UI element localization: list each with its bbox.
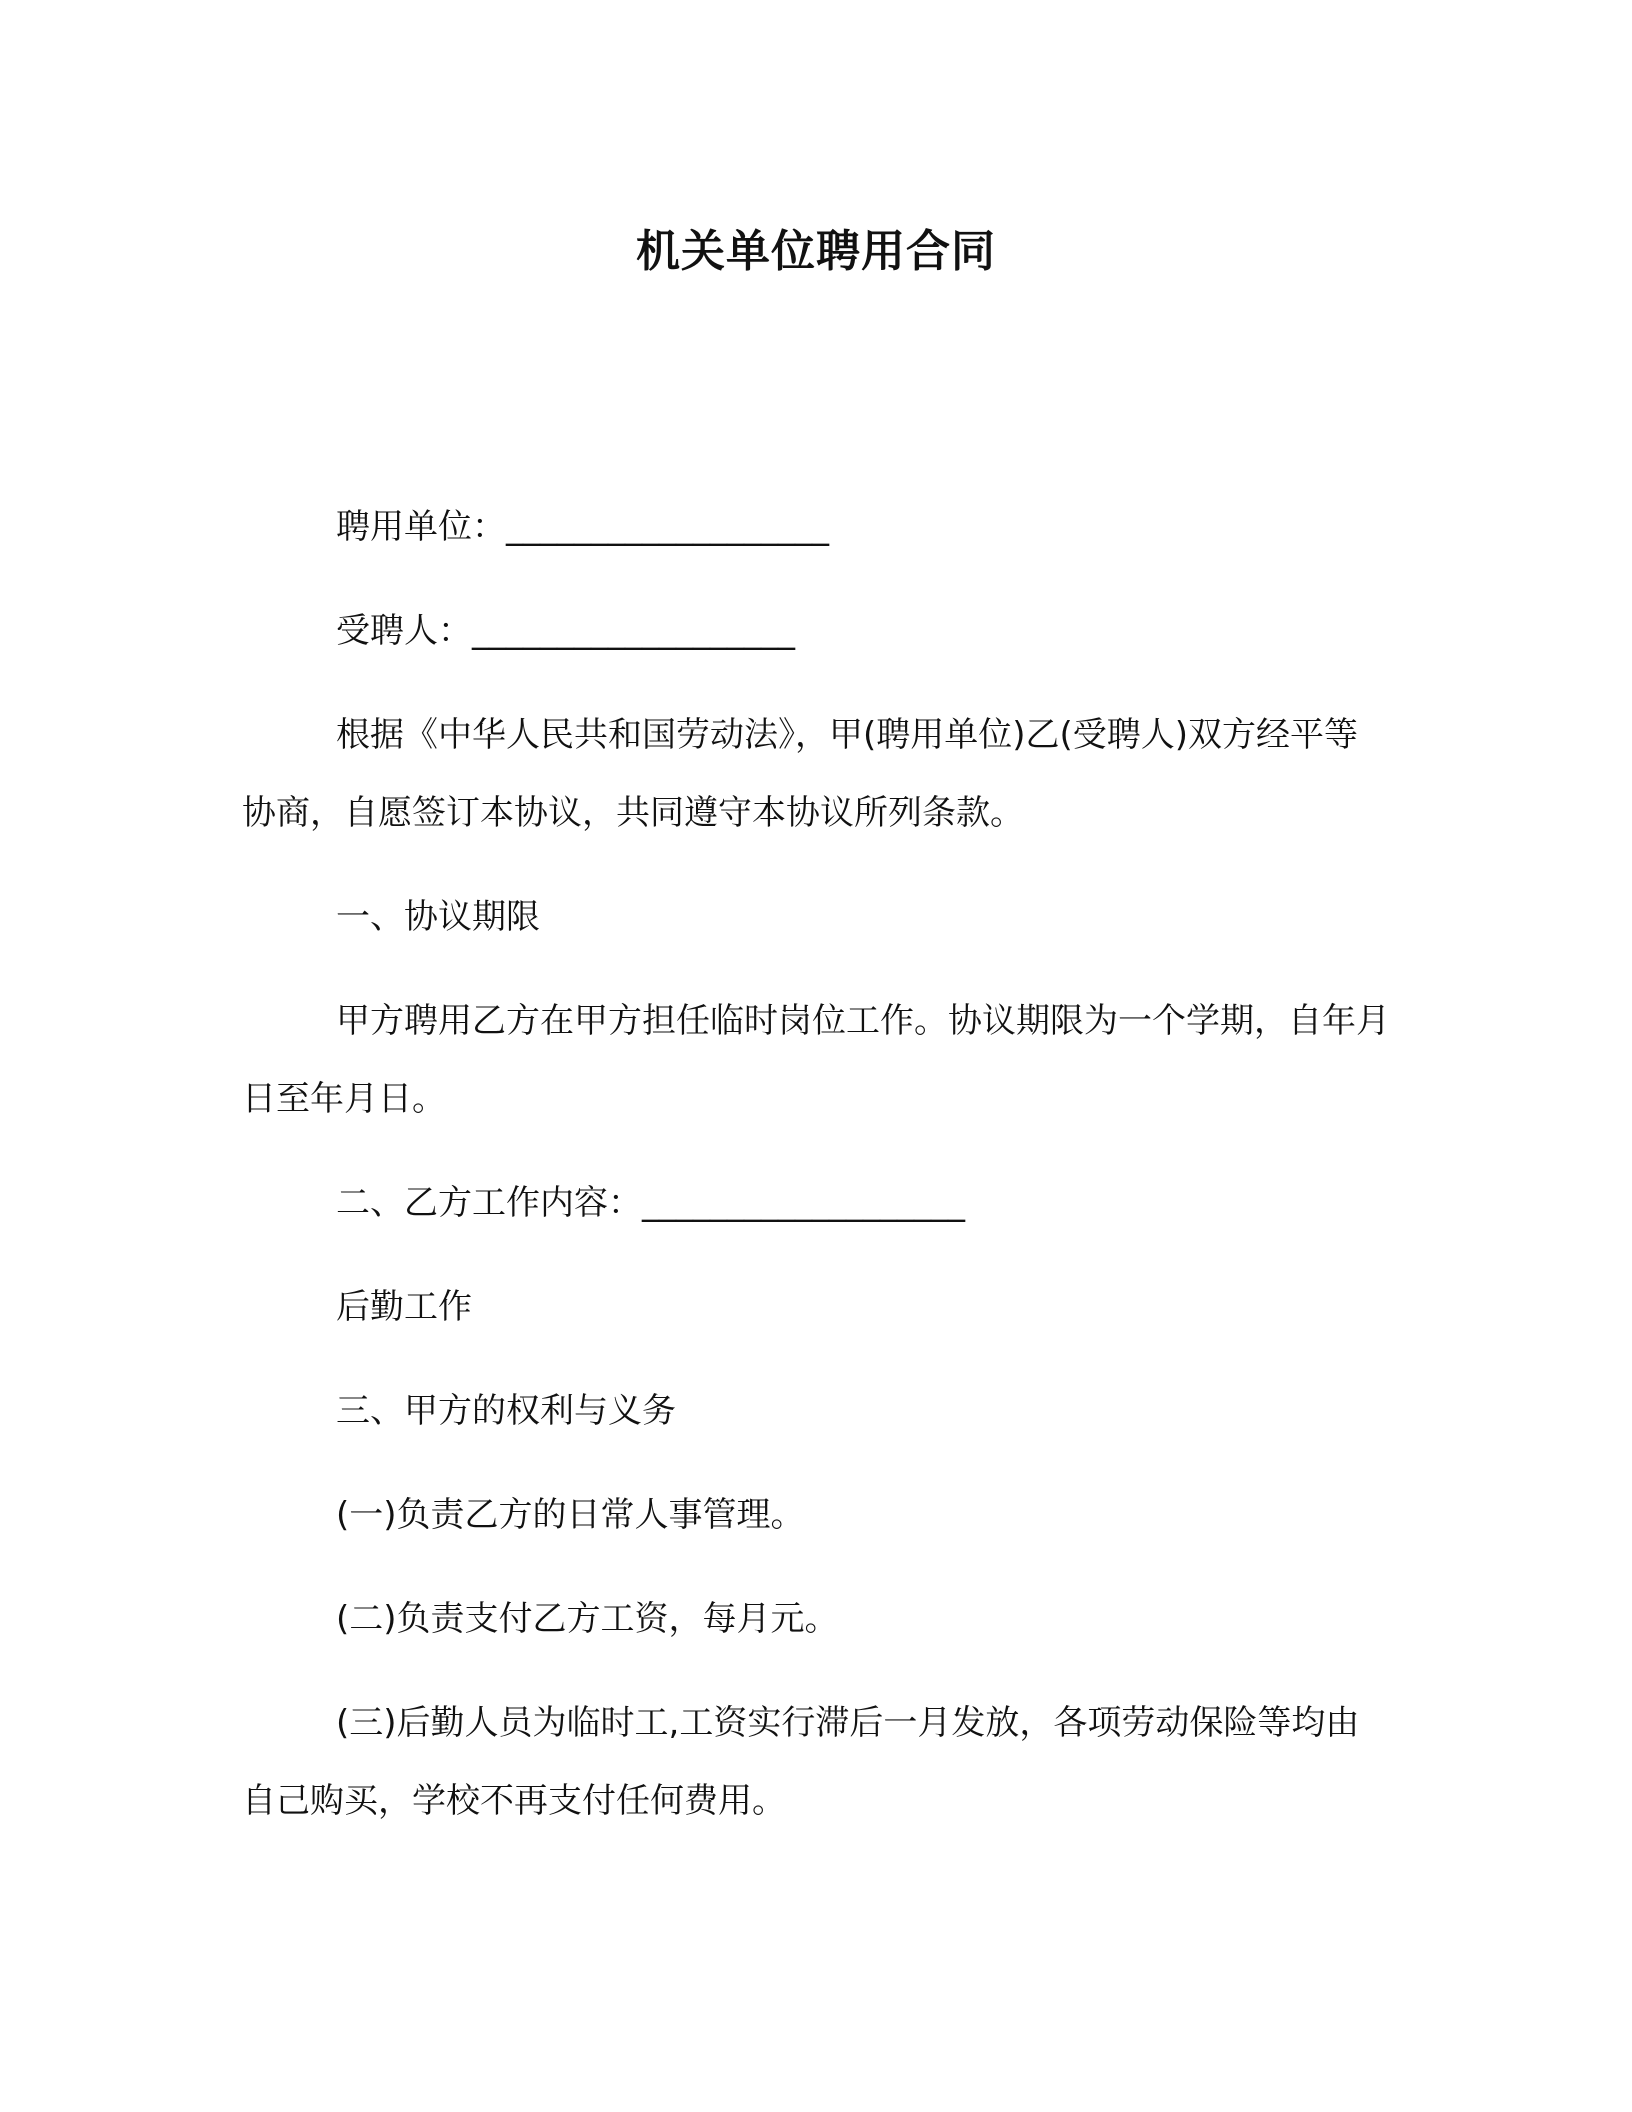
section-heading-work-content: 二、乙方工作内容：___________________ — [336, 1183, 965, 1223]
employee-field: 受聘人：___________________ — [336, 611, 795, 651]
section-heading-employer-rights: 三、甲方的权利与义务 — [336, 1391, 676, 1431]
section-heading-term: 一、协议期限 — [336, 897, 540, 937]
work-content-text: 后勤工作 — [336, 1287, 472, 1327]
employer-duty-2: (二)负责支付乙方工资，每月元。 — [336, 1599, 839, 1639]
employer-field: 聘用单位：___________________ — [336, 507, 829, 547]
preamble-paragraph: 根据《中华人民共和国劳动法》，甲(聘用单位)乙(受聘人)双方经平等协商，自愿签订本协议，共同遵守本协议所列条款。 — [242, 715, 1359, 833]
document-body — [242, 488, 1392, 1866]
employer-duty-3: (三)后勤人员为临时工,工资实行滞后一月发放，各项劳动保险等均由自己购买，学校不再支付任何费用。 — [242, 1703, 1360, 1821]
employer-duty-1: (一)负责乙方的日常人事管理。 — [336, 1495, 805, 1535]
term-paragraph: 甲方聘用乙方在甲方担任临时岗位工作。协议期限为一个学期，自年月日至年月日。 — [242, 1001, 1390, 1119]
document-title: 机关单位聘用合同 — [636, 226, 996, 277]
